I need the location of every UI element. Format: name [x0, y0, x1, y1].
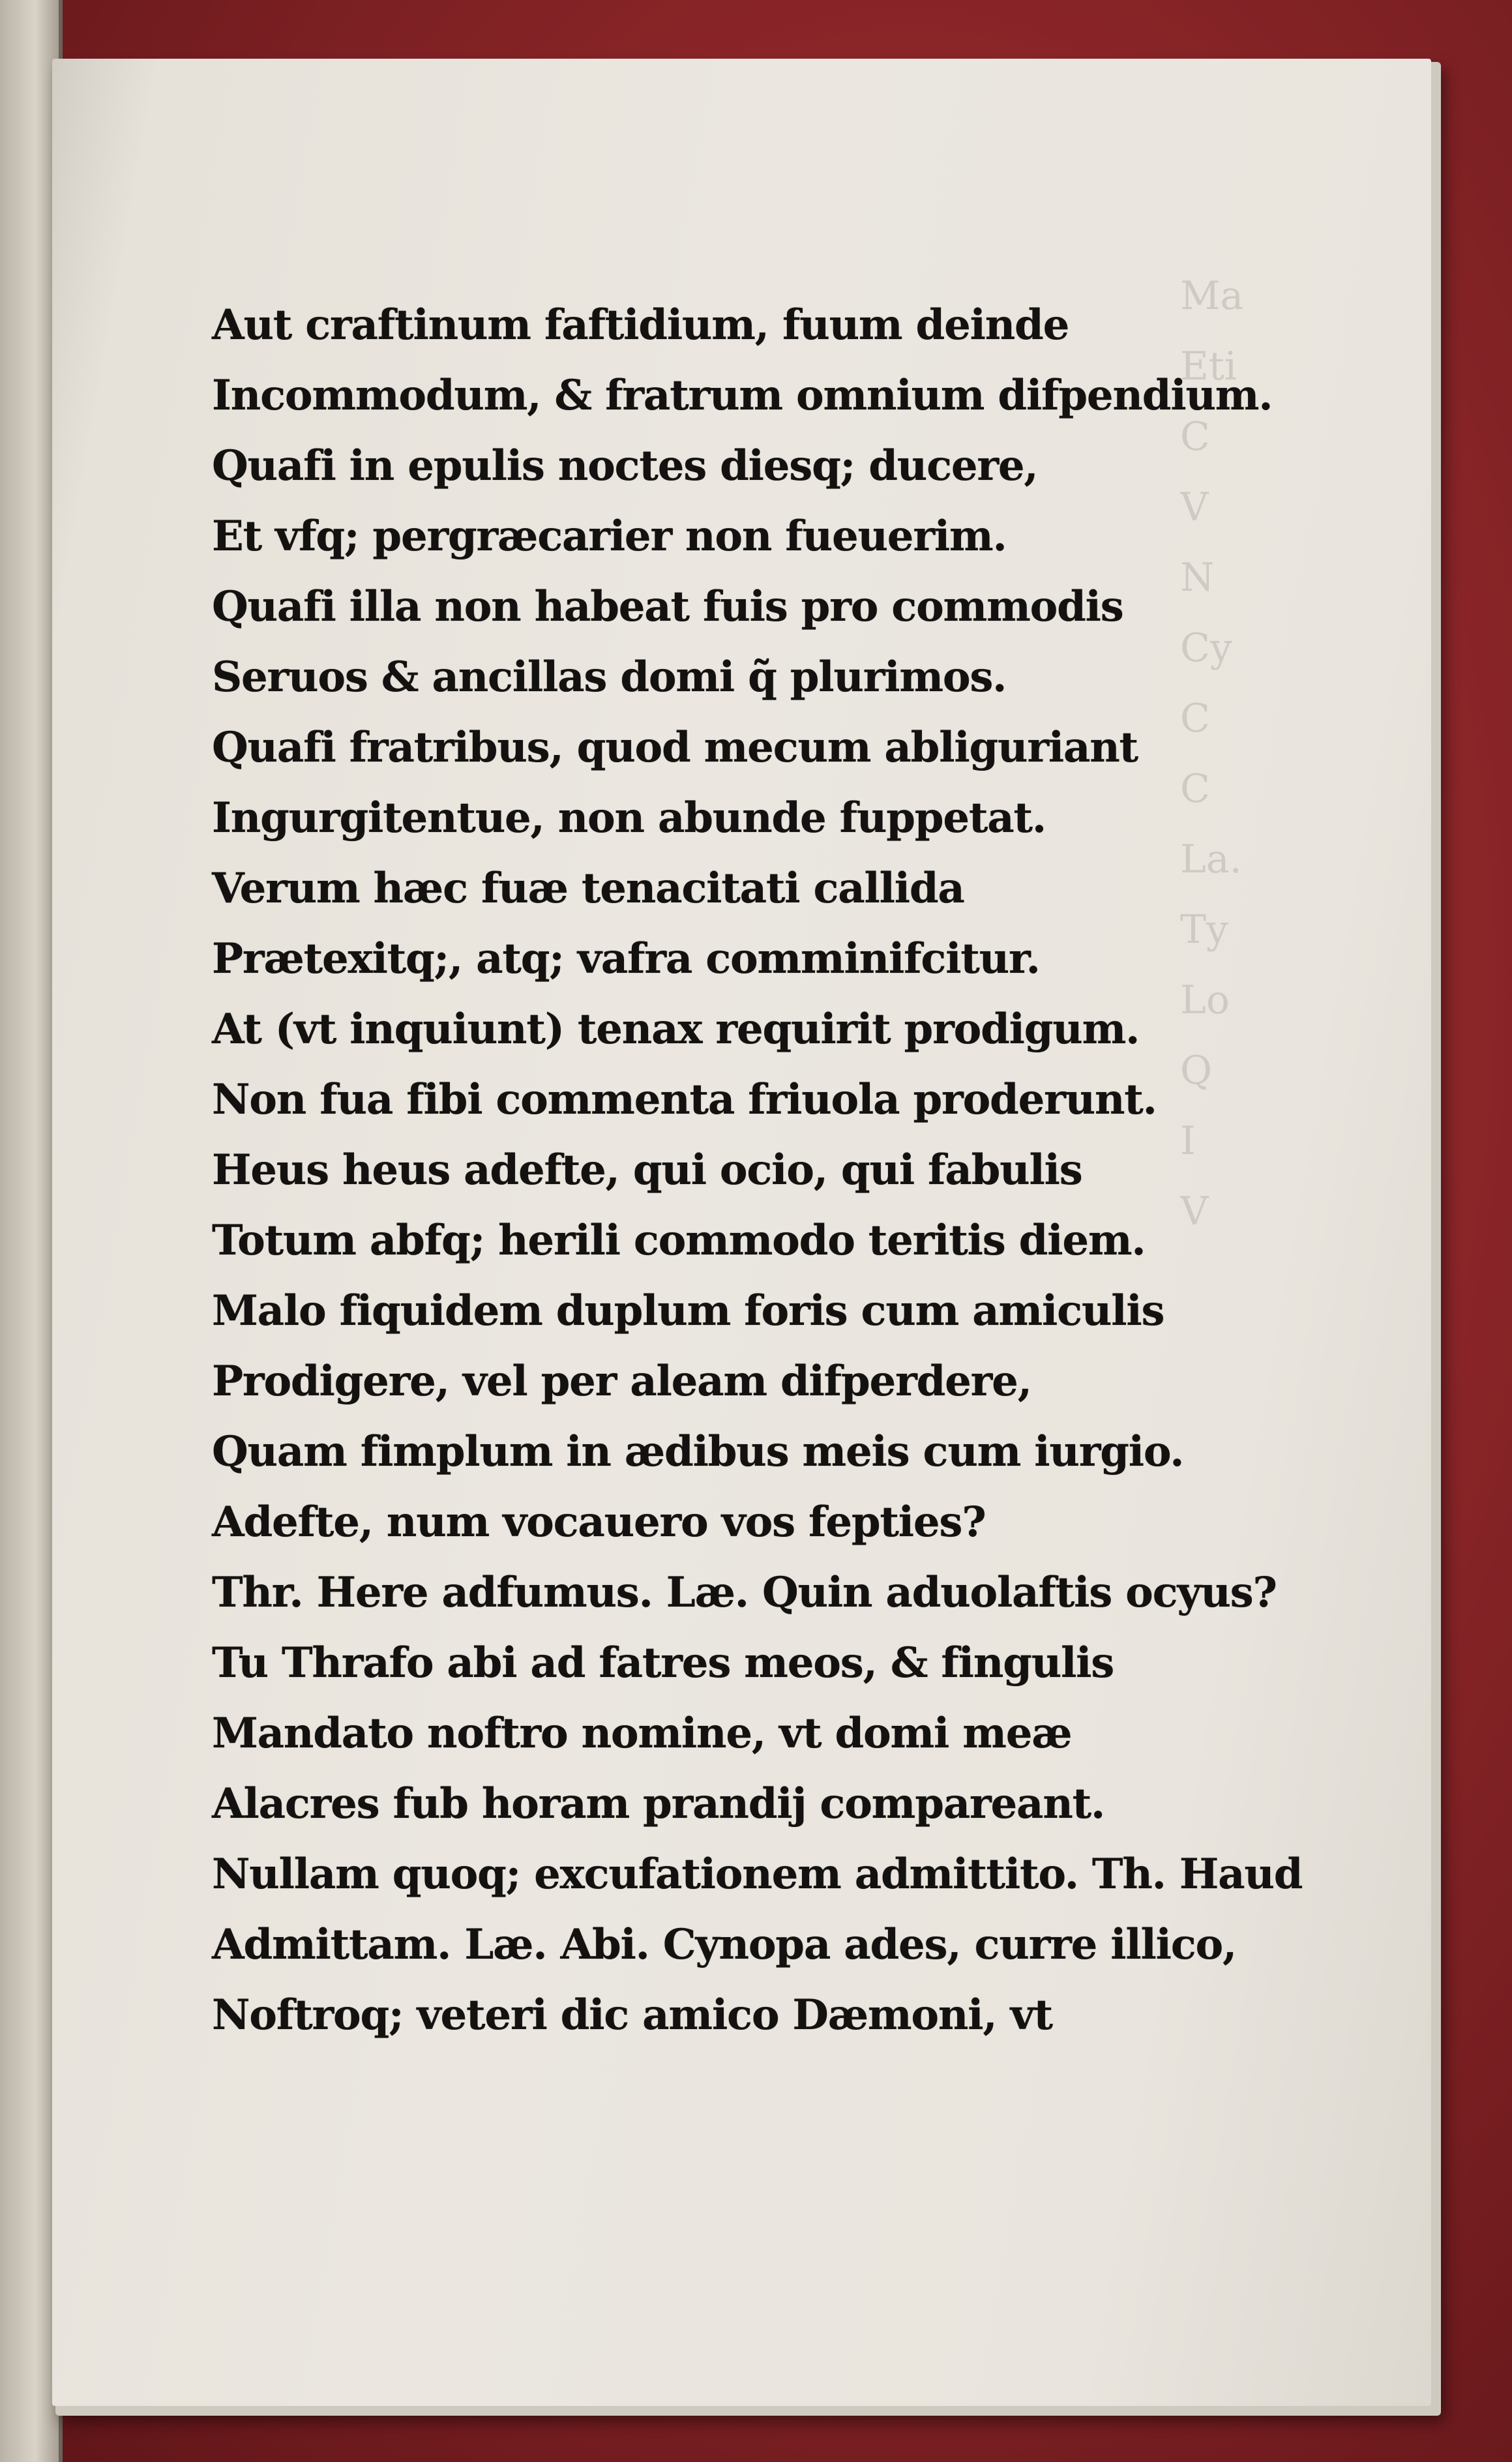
verse-line: Thr. Here adfumus. Læ. Quin aduolaftis ocyus?: [212, 1568, 1277, 1617]
verse-line: Aut craftinum faftidium, fuum deinde: [212, 301, 1069, 349]
verse-text-block: [212, 290, 1303, 2051]
verse-line: Incommodum, & fratrum omnium difpendium.: [212, 371, 1273, 420]
verse-line: At (vt inquiunt) tenax requirit prodigum.: [212, 1005, 1140, 1054]
verse-line: Nullam quoq; excufationem admittito. Th. Haud: [212, 1850, 1303, 1899]
verse-line: Adefte, num vocauero vos fepties?: [212, 1498, 986, 1547]
verse-line: Quafi in epulis noctes diesq; ducere,: [212, 441, 1038, 490]
verse-line: Alacres fub horam prandij compareant.: [212, 1779, 1105, 1828]
verse-line: Prætexitq;, atq; vafra comminifcitur.: [212, 934, 1040, 983]
verse-line: Non fua fibi commenta friuola proderunt.: [212, 1075, 1157, 1124]
verse-line: Ingurgitentue, non abunde fuppetat.: [212, 793, 1046, 842]
verse-line: Tu Thrafo abi ad fatres meos, & fingulis: [212, 1639, 1114, 1687]
verse-line: Verum hæc fuæ tenacitati callida: [212, 864, 964, 913]
verse-line: Quafi fratribus, quod mecum abliguriant: [212, 723, 1138, 772]
verse-line: Mandato noftro nomine, vt domi meæ: [212, 1709, 1072, 1758]
verse-line: Quafi illa non habeat fuis pro commodis: [212, 582, 1123, 631]
verse-line: Quam fimplum in ædibus meis cum iurgio.: [212, 1427, 1184, 1476]
verse-line: Admittam. Læ. Abi. Cynopa ades, curre illico,: [212, 1920, 1237, 1969]
verse-line: Prodigere, vel per aleam difperdere,: [212, 1357, 1031, 1406]
verse-line: Totum abfq; herili commodo teritis diem.: [212, 1216, 1146, 1265]
verse-line: Et vfq; pergræcarier non fueuerim.: [212, 512, 1007, 561]
verse-line: Malo fiquidem duplum foris cum amiculis: [212, 1286, 1164, 1335]
book-page: [52, 59, 1431, 2406]
show-through-text: Ma Eti C V N Cy C C La. Ty Lo Q I V: [1180, 273, 1343, 1234]
verse-line: Seruos & ancillas domi q̃ plurimos.: [212, 653, 1007, 702]
verse-line: Heus heus adefte, qui ocio, qui fabulis: [212, 1146, 1082, 1194]
verse-line: Noftroq; veteri dic amico Dæmoni, vt: [212, 1991, 1052, 2039]
